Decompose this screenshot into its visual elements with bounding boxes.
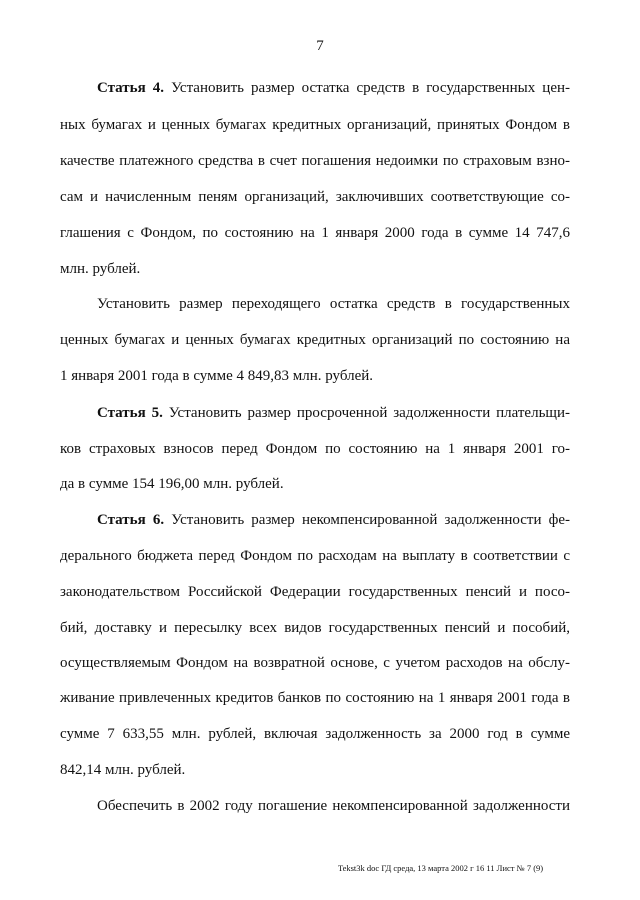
article6-line-5: осуществляемым Фондом на возвратной основе, с учетом расходов на обслу- (60, 655, 570, 671)
article6-line-4: бий, доставку и пересылку всех видов государственных пенсий и пособий, (60, 620, 570, 636)
article4-line-4: сам и начисленным пеням организаций, заключивших соответствующие со- (60, 189, 570, 205)
article5-line-2: ков страховых взносов перед Фондом по состоянию на 1 января 2001 го- (60, 441, 570, 457)
article5-line-1 (97, 405, 570, 422)
article6-line-1-text: Установить размер некомпенсированной задолженности фе- (171, 512, 571, 528)
transfer-line-3: 1 января 2001 года в сумме 4 849,83 млн. рублей. (60, 368, 374, 384)
article5-line-3: да в сумме 154 196,00 млн. рублей. (60, 476, 284, 492)
article6-line-6: живание привлеченных кредитов банков по состоянию на 1 января 2001 года в (60, 690, 570, 706)
article6-heading: Статья 6. (97, 512, 165, 528)
article6-line-3: законодательством Российской Федерации государственных пенсий и посо- (60, 584, 570, 600)
article4-line-6: млн. рублей. (60, 261, 141, 277)
article6-line-2: дерального бюджета перед Фондом по расходам на выплату в соответствии с (60, 548, 570, 564)
article5-heading: Статья 5. (97, 405, 163, 421)
article4-line-3: качестве платежного средства в счет погашения недоимки по страховым взно- (60, 153, 570, 169)
ensure-line-1: Обеспечить в 2002 году погашение некомпенсированной задолженности (97, 798, 570, 814)
article4-heading: Статья 4. (97, 80, 165, 96)
article4-line-2: ных бумагах и ценных бумагах кредитных организаций, принятых Фондом в (60, 117, 570, 133)
transfer-line-2: ценных бумагах и ценных бумагах кредитных организаций по состоянию на (60, 332, 570, 348)
article4-line-1-text: Установить размер остатка средств в государственных цен- (171, 80, 570, 96)
article5-line-1-text: Установить размер просроченной задолженности плательщи- (168, 405, 570, 421)
article6-line-8: 842,14 млн. рублей. (60, 762, 186, 778)
transfer-line-1: Установить размер переходящего остатка средств в государственных (97, 296, 570, 312)
article6-line-7: сумме 7 633,55 млн. рублей, включая задолженность за 2000 год в сумме (60, 726, 570, 742)
article4-line-1 (97, 80, 570, 97)
article4-line-5: глашения с Фондом, по состоянию на 1 января 2000 года в сумме 14 747,6 (60, 225, 570, 241)
page-number: 7 (316, 38, 324, 54)
article6-line-1 (97, 512, 570, 529)
document-footer: Tekst3k doc ГД среда, 13 марта 2002 г 16 11 Лист № 7 (9) (338, 863, 544, 873)
